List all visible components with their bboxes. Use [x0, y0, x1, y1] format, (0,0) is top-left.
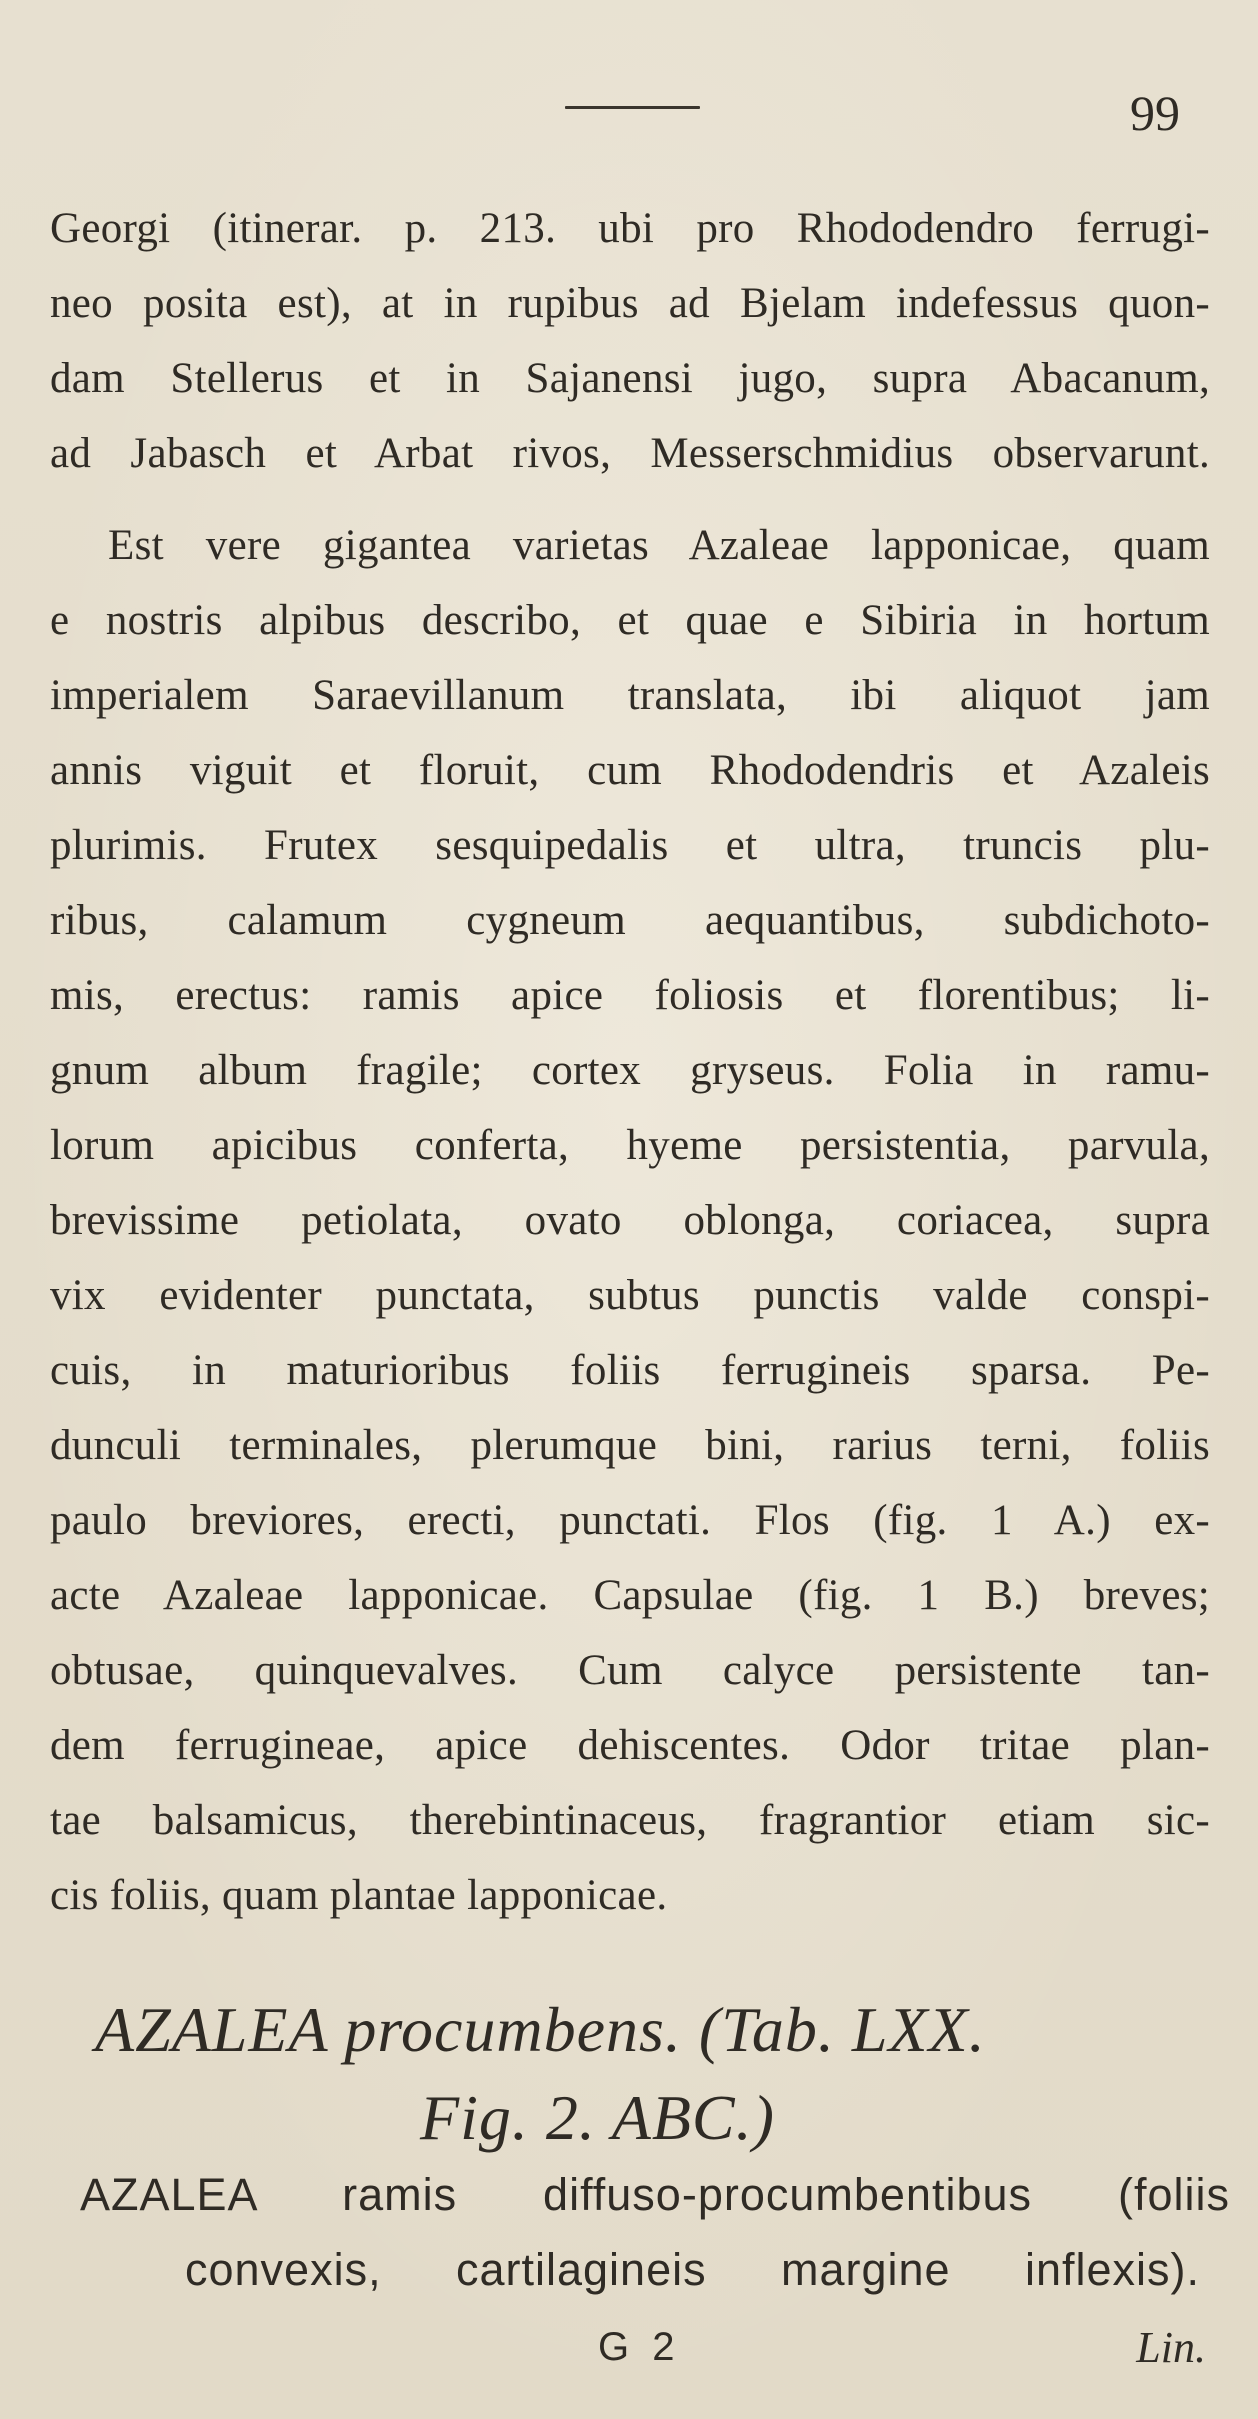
text-line: vix evidenter punctata, subtus punctis valde conspi- [50, 1272, 1210, 1319]
header-rule [565, 106, 700, 109]
text-line: ribus, calamum cygneum aequantibus, subdichoto- [50, 897, 1210, 944]
text-line: annis viguit et floruit, cum Rhododendris et Azaleis [50, 747, 1210, 794]
species-diagnosis: convexis, cartilagineis margine inflexis). [185, 2244, 1200, 2295]
text-line: Est vere gigantea varietas Azaleae lapponicae, quam [108, 522, 1210, 569]
text-line: mis, erectus: ramis apice foliosis et florentibus; li- [50, 972, 1210, 1019]
page-number: 99 [1130, 85, 1180, 141]
section-heading-figure: Fig. 2. ABC.) [420, 2082, 775, 2153]
text-line: paulo breviores, erecti, punctati. Flos (fig. 1 A.) ex- [50, 1497, 1210, 1544]
text-line: imperialem Saraevillanum translata, ibi aliquot jam [50, 672, 1210, 719]
species-diagnosis: AZALEA ramis diffuso-procumbentibus (foliis [80, 2169, 1230, 2220]
text-line: dem ferrugineae, apice dehiscentes. Odor tritae plan- [50, 1722, 1210, 1769]
text-line: lorum apicibus conferta, hyeme persistentia, parvula, [50, 1122, 1210, 1169]
text-line: obtusae, quinquevalves. Cum calyce persistente tan- [50, 1647, 1210, 1694]
text-line: neo posita est), at in rupibus ad Bjelam indefessus quon- [50, 280, 1210, 327]
text-line: cis foliis, quam plantae lapponicae. [50, 1872, 668, 1919]
text-line: gnum album fragile; cortex gryseus. Folia in ramu- [50, 1047, 1210, 1094]
text-line: dam Stellerus et in Sajanensi jugo, supra Abacanum, [50, 355, 1210, 402]
text-line: ad Jabasch et Arbat rivos, Messerschmidius observarunt. [50, 430, 1210, 477]
text-line: brevissime petiolata, ovato oblonga, coriacea, supra [50, 1197, 1210, 1244]
signature-mark: G 2 [598, 2325, 681, 2369]
text-line: dunculi terminales, plerumque bini, rarius terni, foliis [50, 1422, 1210, 1469]
section-heading: AZALEA procumbens. (Tab. LXX. [95, 1994, 986, 2065]
text-line: cuis, in maturioribus foliis ferrugineis sparsa. Pe- [50, 1347, 1210, 1394]
text-line: plurimis. Frutex sesquipedalis et ultra, truncis plu- [50, 822, 1210, 869]
text-line: acte Azaleae lapponicae. Capsulae (fig. 1 B.) breves; [50, 1572, 1210, 1619]
text-line: tae balsamicus, therebintinaceus, fragrantior etiam sic- [50, 1797, 1210, 1844]
text-line: Georgi (itinerar. p. 213. ubi pro Rhododendro ferrugi- [50, 205, 1210, 252]
text-line: e nostris alpibus describo, et quae e Sibiria in hortum [50, 597, 1210, 644]
catchword: Lin. [1136, 2323, 1206, 2372]
